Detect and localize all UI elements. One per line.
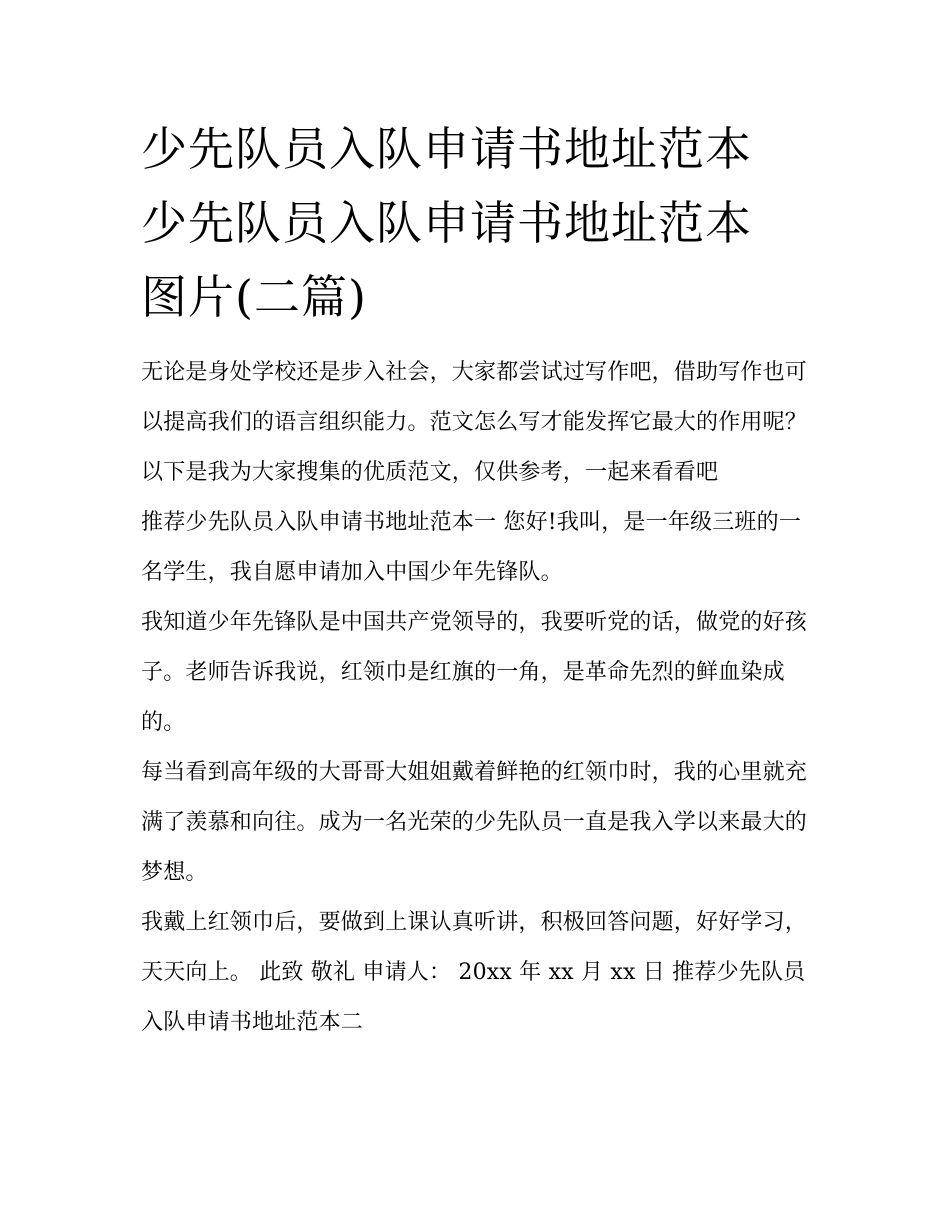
title-line: 图片(二篇) bbox=[141, 270, 367, 324]
paragraph: 我知道少年先锋队是中国共产党领导的，我要听党的话，做党的好孩子。老师告诉我说，红领巾是红旗的一角，是革命先烈的鲜血染成的。 bbox=[141, 610, 808, 735]
paragraph: 每当看到高年级的大哥哥大姐姐戴着鲜艳的红领巾时，我的心里就充满了羡慕和向往。成为一名光荣的少先队员一直是我入学以来最大的梦想。 bbox=[141, 760, 808, 885]
paragraph: 推荐少先队员入队申请书地址范本一 您好!我叫，是一年级三班的一名学生，我自愿申请加入中国少年先锋队。 bbox=[141, 510, 802, 585]
paragraph-list bbox=[141, 348, 821, 1048]
document-body bbox=[141, 112, 821, 1048]
document-title bbox=[141, 112, 821, 334]
title-line: 少先队员入队申请书地址范本 bbox=[141, 196, 752, 250]
intro-paragraph: 无论是身处学校还是步入社会，大家都尝试过写作吧，借助写作也可以提高我们的语言组织能力。范文怎么写才能发挥它最大的作用呢？以下是我为大家搜集的优质范文，仅供参考，一起来看看吧 bbox=[141, 360, 808, 485]
closing-paragraph: 我戴上红领巾后，要做到上课认真听讲，积极回答问题，好好学习，天天向上。 此致 敬礼 申请人： 20xx 年 xx 月 xx 日 推荐少先队员入队申请书地址范本二 bbox=[141, 910, 808, 1035]
title-line: 少先队员入队申请书地址范本 bbox=[141, 122, 752, 176]
